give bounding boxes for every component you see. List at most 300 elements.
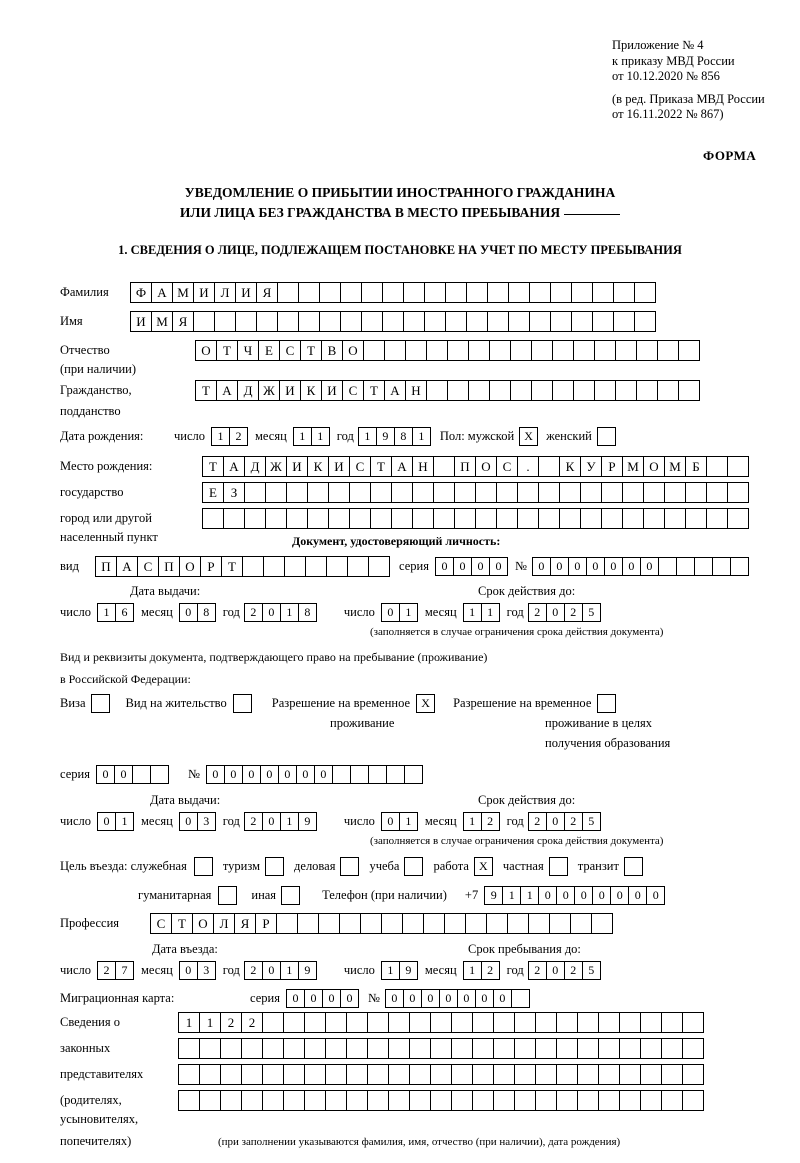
form-cell[interactable] [577,1038,599,1059]
migration-series-input[interactable] [286,989,358,1008]
form-cell[interactable]: 0 [453,557,472,576]
form-cell[interactable]: Р [200,556,222,577]
form-cell[interactable] [370,508,392,529]
form-cell[interactable] [706,456,728,477]
form-cell[interactable] [535,1012,557,1033]
migration-number-input[interactable] [385,989,529,1008]
form-cell[interactable] [409,1064,431,1085]
form-cell[interactable]: 5 [582,812,601,831]
form-cell[interactable] [220,1090,242,1111]
form-cell[interactable] [493,1064,515,1085]
form-cell[interactable]: 3 [197,812,216,831]
form-cell[interactable] [552,340,574,361]
form-cell[interactable] [347,556,369,577]
doc-type-input[interactable] [95,556,389,577]
form-cell[interactable]: . [517,456,539,477]
form-cell[interactable] [447,340,469,361]
form-cell[interactable] [241,1064,263,1085]
form-cell[interactable] [661,1064,683,1085]
form-cell[interactable]: 2 [244,961,263,980]
form-cell[interactable] [508,282,530,303]
form-cell[interactable] [307,482,329,503]
form-cell[interactable]: 0 [556,886,575,905]
form-cell[interactable]: 9 [399,961,418,980]
form-cell[interactable]: Б [685,456,707,477]
form-cell[interactable] [150,765,169,784]
form-cell[interactable] [730,557,749,576]
form-cell[interactable] [640,1064,662,1085]
form-cell[interactable] [202,508,224,529]
form-cell[interactable] [433,482,455,503]
purpose-business-checkbox[interactable] [340,857,359,876]
form-cell[interactable] [178,1038,200,1059]
purpose-humanitarian-checkbox[interactable] [218,886,237,905]
surname-input[interactable] [130,282,655,303]
form-cell[interactable] [367,1012,389,1033]
form-cell[interactable] [367,1064,389,1085]
form-cell[interactable] [507,913,529,934]
form-cell[interactable] [559,508,581,529]
form-cell[interactable] [325,1090,347,1111]
form-cell[interactable]: Р [601,456,623,477]
sex-male-checkbox[interactable]: X [519,427,538,446]
form-cell[interactable]: 0 [439,989,458,1008]
form-cell[interactable] [286,482,308,503]
form-cell[interactable] [298,311,320,332]
doc-valid-day-input[interactable] [381,603,417,622]
form-cell[interactable]: 1 [463,603,482,622]
form-cell[interactable] [601,508,623,529]
form-cell[interactable]: 0 [179,603,198,622]
form-cell[interactable] [529,311,551,332]
form-cell[interactable]: 1 [115,812,134,831]
residence-permit-checkbox[interactable] [233,694,252,713]
form-cell[interactable] [552,380,574,401]
form-cell[interactable]: 1 [97,603,116,622]
form-cell[interactable] [199,1038,221,1059]
entry-month-input[interactable] [179,961,215,980]
form-cell[interactable]: Т [300,340,322,361]
form-cell[interactable]: 0 [546,812,565,831]
form-cell[interactable] [298,282,320,303]
form-cell[interactable]: 2 [229,427,248,446]
form-cell[interactable]: 0 [278,765,297,784]
form-cell[interactable] [424,282,446,303]
form-cell[interactable] [451,1038,473,1059]
form-cell[interactable]: 9 [376,427,395,446]
form-cell[interactable] [326,556,348,577]
edu-residence-checkbox[interactable] [597,694,616,713]
form-cell[interactable] [404,765,423,784]
stay-month-input[interactable] [463,961,499,980]
form-cell[interactable] [199,1090,221,1111]
form-cell[interactable]: Т [195,380,217,401]
profession-input[interactable] [150,913,612,934]
form-cell[interactable]: 7 [115,961,134,980]
form-cell[interactable]: У [580,456,602,477]
form-cell[interactable]: 2 [241,1012,263,1033]
legal-rep-row-3-input[interactable] [178,1064,703,1085]
form-cell[interactable]: 0 [286,989,305,1008]
form-cell[interactable]: Я [256,282,278,303]
purpose-other-checkbox[interactable] [281,886,300,905]
form-cell[interactable]: 0 [538,886,557,905]
form-cell[interactable] [493,1012,515,1033]
form-cell[interactable] [328,508,350,529]
form-cell[interactable] [682,1090,704,1111]
form-cell[interactable]: 0 [475,989,494,1008]
form-cell[interactable] [538,456,560,477]
form-cell[interactable] [307,508,329,529]
birth-place-city-input[interactable] [202,482,748,503]
form-cell[interactable]: О [195,340,217,361]
form-cell[interactable] [661,1038,683,1059]
form-cell[interactable] [640,1038,662,1059]
form-cell[interactable]: 2 [564,812,583,831]
form-cell[interactable] [244,482,266,503]
temp-residence-checkbox[interactable]: X [416,694,435,713]
form-cell[interactable] [487,282,509,303]
form-cell[interactable] [489,340,511,361]
form-cell[interactable] [573,340,595,361]
form-cell[interactable] [283,1064,305,1085]
form-cell[interactable] [619,1038,641,1059]
citizenship-input[interactable] [195,380,699,401]
form-cell[interactable] [220,1038,242,1059]
form-cell[interactable] [577,1064,599,1085]
form-cell[interactable] [328,482,350,503]
form-cell[interactable] [423,913,445,934]
form-cell[interactable] [363,340,385,361]
purpose-study-checkbox[interactable] [404,857,423,876]
form-cell[interactable]: 8 [298,603,317,622]
form-cell[interactable]: 0 [546,603,565,622]
form-cell[interactable]: Н [412,456,434,477]
form-cell[interactable] [405,340,427,361]
form-cell[interactable]: 0 [457,989,476,1008]
form-cell[interactable] [445,282,467,303]
entry-day-input[interactable] [97,961,133,980]
form-cell[interactable]: О [643,456,665,477]
permit-valid-year-input[interactable] [528,812,600,831]
form-cell[interactable] [384,340,406,361]
form-cell[interactable] [658,557,677,576]
form-cell[interactable] [613,282,635,303]
form-cell[interactable] [634,282,656,303]
form-cell[interactable]: И [130,311,152,332]
sex-female-checkbox[interactable] [597,427,616,446]
form-cell[interactable]: 2 [97,961,116,980]
form-cell[interactable]: С [496,456,518,477]
form-cell[interactable] [556,1064,578,1085]
form-cell[interactable] [598,1038,620,1059]
form-cell[interactable]: С [137,556,159,577]
form-cell[interactable] [263,556,285,577]
form-cell[interactable]: Ф [130,282,152,303]
form-cell[interactable] [319,311,341,332]
form-cell[interactable] [430,1090,452,1111]
form-cell[interactable]: Ж [265,456,287,477]
form-cell[interactable]: 0 [224,765,243,784]
form-cell[interactable]: 0 [206,765,225,784]
form-cell[interactable] [657,380,679,401]
form-cell[interactable] [601,482,623,503]
form-cell[interactable] [489,380,511,401]
form-cell[interactable] [332,765,351,784]
form-cell[interactable] [235,311,257,332]
permit-issue-month-input[interactable] [179,812,215,831]
form-cell[interactable] [412,482,434,503]
form-cell[interactable]: Е [202,482,224,503]
form-cell[interactable] [550,311,572,332]
form-cell[interactable]: 3 [197,961,216,980]
form-cell[interactable]: К [307,456,329,477]
doc-number-input[interactable] [532,557,748,576]
form-cell[interactable] [634,311,656,332]
form-cell[interactable] [223,508,245,529]
form-cell[interactable]: 0 [96,765,115,784]
form-cell[interactable] [402,913,424,934]
form-cell[interactable] [430,1012,452,1033]
form-cell[interactable] [426,380,448,401]
form-cell[interactable] [325,1064,347,1085]
form-cell[interactable]: 0 [532,557,551,576]
form-cell[interactable]: Я [172,311,194,332]
form-cell[interactable] [535,1064,557,1085]
form-cell[interactable]: 2 [528,603,547,622]
phone-input[interactable] [484,886,664,905]
form-cell[interactable] [466,311,488,332]
form-cell[interactable] [220,1064,242,1085]
form-cell[interactable]: В [321,340,343,361]
form-cell[interactable] [304,1012,326,1033]
form-cell[interactable]: 2 [528,961,547,980]
form-cell[interactable] [262,1090,284,1111]
permit-issue-day-input[interactable] [97,812,133,831]
form-cell[interactable] [661,1090,683,1111]
form-cell[interactable] [318,913,340,934]
form-cell[interactable] [535,1038,557,1059]
form-cell[interactable] [591,913,613,934]
form-cell[interactable] [514,1038,536,1059]
form-cell[interactable]: 0 [260,765,279,784]
form-cell[interactable] [472,1064,494,1085]
form-cell[interactable]: А [223,456,245,477]
name-input[interactable] [130,311,655,332]
legal-rep-row-2-input[interactable] [178,1038,703,1059]
form-cell[interactable] [475,508,497,529]
form-cell[interactable] [592,311,614,332]
form-cell[interactable]: Д [237,380,259,401]
form-cell[interactable] [570,913,592,934]
form-cell[interactable] [706,482,728,503]
doc-valid-year-input[interactable] [528,603,600,622]
form-cell[interactable] [517,482,539,503]
form-cell[interactable] [508,311,530,332]
form-cell[interactable] [577,1090,599,1111]
form-cell[interactable] [594,340,616,361]
form-cell[interactable]: 0 [114,765,133,784]
form-cell[interactable]: 0 [262,812,281,831]
form-cell[interactable]: 1 [399,603,418,622]
form-cell[interactable] [678,380,700,401]
form-cell[interactable]: 9 [298,812,317,831]
form-cell[interactable] [360,913,382,934]
form-cell[interactable]: 0 [385,989,404,1008]
form-cell[interactable] [682,1064,704,1085]
doc-issue-month-input[interactable] [179,603,215,622]
form-cell[interactable]: 1 [280,603,299,622]
form-cell[interactable] [304,1038,326,1059]
form-cell[interactable] [640,1090,662,1111]
form-cell[interactable]: 1 [199,1012,221,1033]
form-cell[interactable] [571,282,593,303]
form-cell[interactable] [510,340,532,361]
form-cell[interactable] [325,1012,347,1033]
form-cell[interactable]: 2 [244,603,263,622]
purpose-tourism-checkbox[interactable] [265,857,284,876]
birth-month-input[interactable] [293,427,329,446]
form-cell[interactable] [535,1090,557,1111]
form-cell[interactable] [367,1038,389,1059]
form-cell[interactable] [468,380,490,401]
form-cell[interactable]: Т [216,340,238,361]
form-cell[interactable]: 1 [502,886,521,905]
form-cell[interactable] [556,1012,578,1033]
form-cell[interactable] [283,1038,305,1059]
permit-issue-year-input[interactable] [244,812,316,831]
form-cell[interactable] [511,989,530,1008]
form-cell[interactable] [514,1090,536,1111]
form-cell[interactable] [619,1012,641,1033]
form-cell[interactable] [643,508,665,529]
form-cell[interactable] [409,1038,431,1059]
form-cell[interactable] [640,1012,662,1033]
form-cell[interactable] [466,282,488,303]
form-cell[interactable]: 0 [242,765,261,784]
form-cell[interactable] [388,1064,410,1085]
form-cell[interactable] [580,482,602,503]
form-cell[interactable] [391,482,413,503]
form-cell[interactable]: 1 [463,812,482,831]
form-cell[interactable] [712,557,731,576]
form-cell[interactable]: 5 [582,603,601,622]
form-cell[interactable] [433,508,455,529]
form-cell[interactable] [386,765,405,784]
form-cell[interactable]: 8 [394,427,413,446]
form-cell[interactable]: П [454,456,476,477]
form-cell[interactable]: 0 [610,886,629,905]
form-cell[interactable] [241,1090,263,1111]
permit-number-input[interactable] [206,765,422,784]
form-cell[interactable]: А [391,456,413,477]
form-cell[interactable]: И [279,380,301,401]
form-cell[interactable] [346,1012,368,1033]
doc-issue-day-input[interactable] [97,603,133,622]
form-cell[interactable] [592,282,614,303]
form-cell[interactable]: Т [171,913,193,934]
form-cell[interactable] [636,380,658,401]
form-cell[interactable] [549,913,571,934]
form-cell[interactable] [615,340,637,361]
form-cell[interactable] [706,508,728,529]
form-cell[interactable] [531,340,553,361]
form-cell[interactable] [664,482,686,503]
form-cell[interactable] [676,557,695,576]
permit-valid-day-input[interactable] [381,812,417,831]
form-cell[interactable] [657,340,679,361]
form-cell[interactable] [325,1038,347,1059]
form-cell[interactable] [265,482,287,503]
form-cell[interactable]: 0 [340,989,359,1008]
form-cell[interactable] [409,1012,431,1033]
form-cell[interactable] [244,508,266,529]
form-cell[interactable] [277,311,299,332]
form-cell[interactable]: М [172,282,194,303]
stay-year-input[interactable] [528,961,600,980]
form-cell[interactable]: Л [214,282,236,303]
form-cell[interactable] [472,1090,494,1111]
form-cell[interactable] [468,340,490,361]
form-cell[interactable]: 2 [481,812,500,831]
form-cell[interactable]: 1 [381,961,400,980]
form-cell[interactable]: 0 [381,603,400,622]
form-cell[interactable]: 1 [211,427,230,446]
form-cell[interactable] [685,482,707,503]
form-cell[interactable] [580,508,602,529]
form-cell[interactable] [538,482,560,503]
form-cell[interactable]: П [158,556,180,577]
form-cell[interactable] [132,765,151,784]
form-cell[interactable] [214,311,236,332]
purpose-service-checkbox[interactable] [194,857,213,876]
form-cell[interactable]: 0 [640,557,659,576]
doc-issue-year-input[interactable] [244,603,316,622]
form-cell[interactable] [622,508,644,529]
form-cell[interactable] [451,1012,473,1033]
form-cell[interactable]: 0 [403,989,422,1008]
form-cell[interactable] [451,1064,473,1085]
form-cell[interactable] [424,311,446,332]
form-cell[interactable]: А [151,282,173,303]
patronymic-input[interactable] [195,340,699,361]
form-cell[interactable]: О [475,456,497,477]
stay-day-input[interactable] [381,961,417,980]
form-cell[interactable] [636,340,658,361]
form-cell[interactable] [349,482,371,503]
form-cell[interactable] [388,1090,410,1111]
form-cell[interactable]: 0 [179,812,198,831]
form-cell[interactable] [619,1090,641,1111]
form-cell[interactable] [678,340,700,361]
form-cell[interactable] [598,1064,620,1085]
form-cell[interactable] [412,508,434,529]
form-cell[interactable] [727,482,749,503]
form-cell[interactable] [493,1038,515,1059]
purpose-transit-checkbox[interactable] [624,857,643,876]
doc-series-input[interactable] [435,557,507,576]
form-cell[interactable]: 0 [435,557,454,576]
form-cell[interactable]: И [235,282,257,303]
form-cell[interactable] [487,311,509,332]
form-cell[interactable] [361,282,383,303]
form-cell[interactable] [340,311,362,332]
form-cell[interactable] [403,282,425,303]
form-cell[interactable] [199,1064,221,1085]
form-cell[interactable] [573,380,595,401]
form-cell[interactable] [472,1012,494,1033]
form-cell[interactable]: 0 [592,886,611,905]
